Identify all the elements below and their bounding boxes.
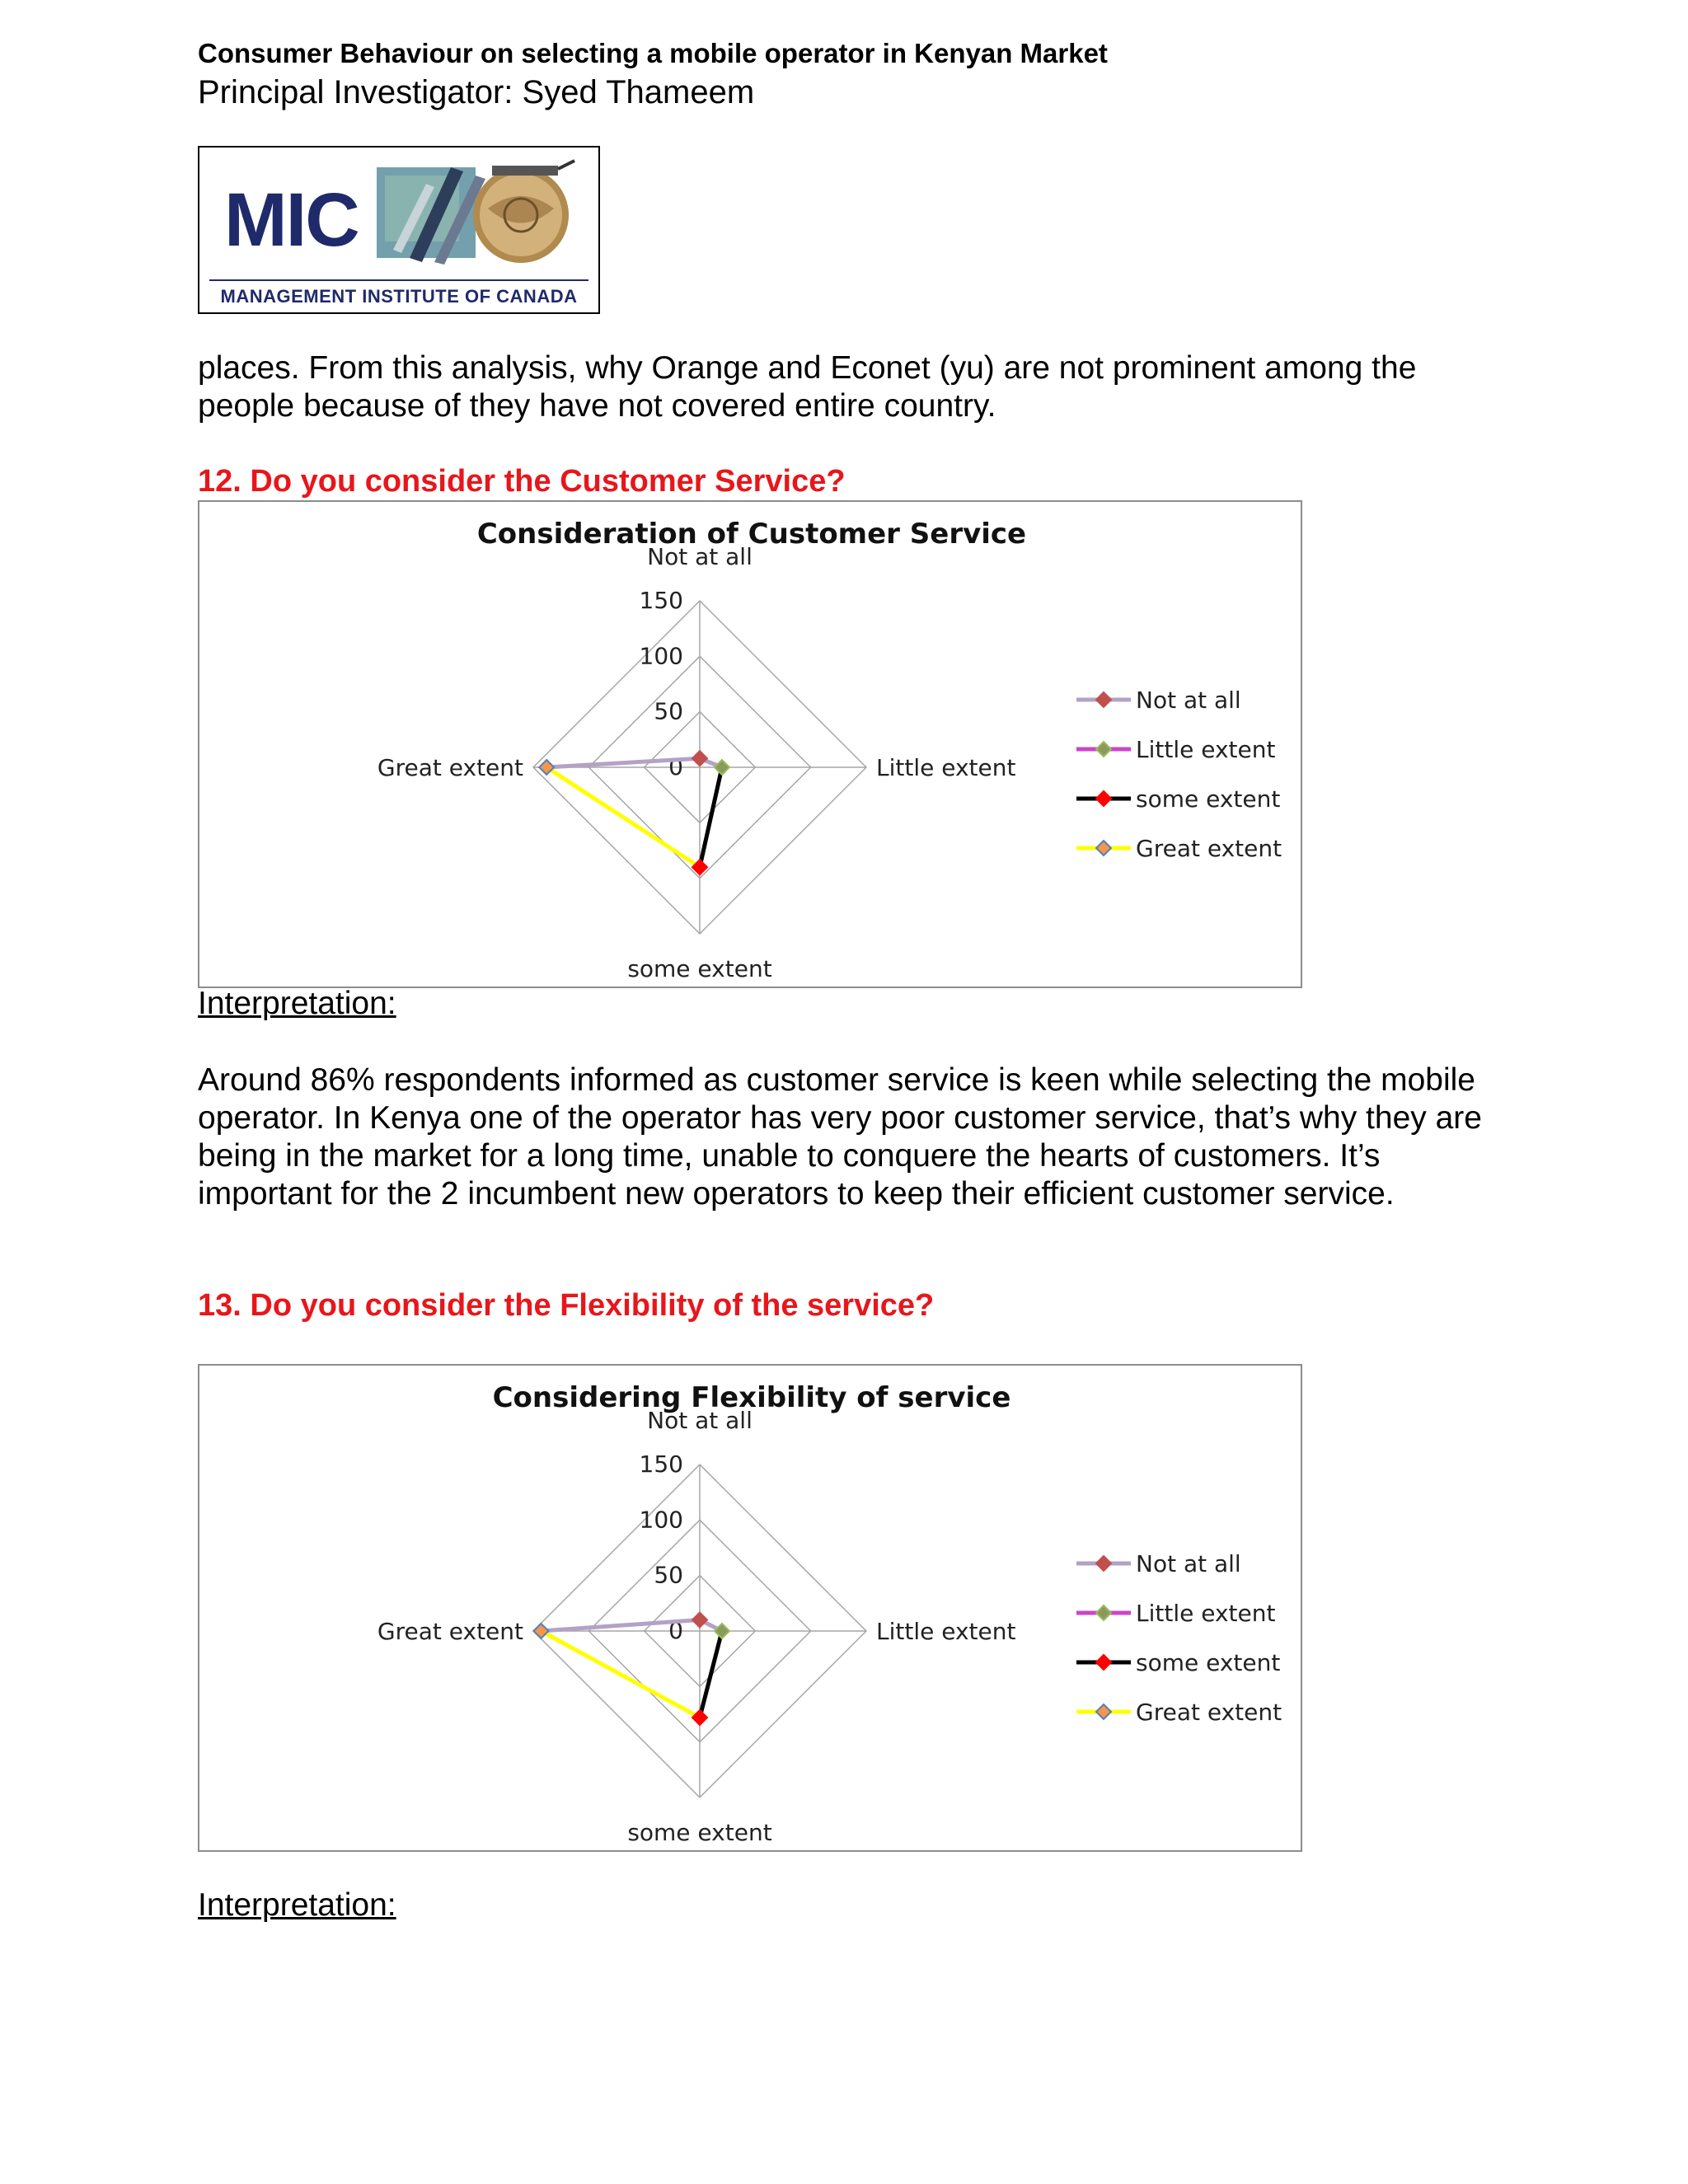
tick-label: 100: [639, 642, 683, 670]
chart-canvas: [199, 1366, 1304, 1854]
interpretation-1-label: Interpretation:: [198, 986, 396, 1021]
document-title: Consumer Behaviour on selecting a mobile operator in Kenyan Market: [198, 38, 1108, 68]
mic-logo: [198, 146, 600, 314]
tick-label: 0: [668, 753, 683, 780]
legend-label: Not at all: [1136, 1550, 1241, 1577]
principal-investigator: Principal Investigator: Syed Thameem: [198, 74, 755, 110]
tick-label: 150: [639, 587, 683, 614]
data-point: [715, 1624, 729, 1638]
data-point: [692, 1710, 707, 1725]
legend-label: Great extent: [1136, 1699, 1282, 1726]
legend-label: Great extent: [1136, 835, 1282, 862]
intro-paragraph: places. From this analysis, why Orange and Econet (yu) are not prominent among the people because of they have not covered entire country.: [198, 350, 1417, 424]
legend-label: Little extent: [1136, 736, 1276, 763]
legend-label: Not at all: [1136, 687, 1241, 714]
data-point: [533, 1624, 548, 1638]
flexibility-radar-chart: [198, 1364, 1302, 1852]
tick-label: 150: [639, 1451, 683, 1478]
legend-marker: [1096, 1605, 1111, 1620]
series-line: [700, 767, 722, 867]
tick-label: 50: [654, 697, 683, 725]
legend-marker: [1096, 742, 1111, 757]
axis-label: Great extent: [377, 754, 523, 781]
axis-label: Great extent: [377, 1618, 523, 1645]
chart-canvas: [199, 502, 1304, 990]
customer-service-radar-chart: [198, 500, 1302, 988]
data-point: [715, 760, 729, 775]
tick-label: 100: [639, 1506, 683, 1534]
question-13-heading: 13. Do you consider the Flexibility of the service?: [198, 1288, 935, 1323]
legend-marker: [1096, 692, 1111, 707]
axis-label: Not at all: [647, 1407, 753, 1434]
axis-label: Little extent: [876, 1618, 1016, 1645]
legend-marker: [1096, 791, 1111, 806]
legend-marker: [1096, 1556, 1111, 1571]
chart-title: Considering Flexibility of service: [492, 1381, 1011, 1414]
logo-divider: [209, 279, 588, 281]
tick-label: 0: [668, 1617, 683, 1644]
legend-marker: [1096, 1655, 1111, 1670]
interpretation-1-text: Around 86% respondents informed as customer service is keen while selecting the mobile operator. In Kenya one of the operator has very poor customer service, that’s why they are being in the market for a long time, unable to conquere the hearts of customers. It’s important for the 2 incumbent new operators to keep their efficient customer service.: [198, 1062, 1482, 1212]
data-point: [692, 1613, 707, 1628]
legend-marker: [1096, 1704, 1111, 1719]
axis-label: Little extent: [876, 754, 1016, 781]
question-12-heading: 12. Do you consider the Customer Service?: [198, 464, 846, 499]
data-point: [692, 751, 707, 766]
legend-marker: [1096, 841, 1111, 855]
series-line: [700, 1631, 722, 1718]
series-line: [546, 767, 700, 867]
tick-label: 50: [654, 1561, 683, 1589]
legend-label: some extent: [1136, 1649, 1281, 1676]
logo-acronym: MIC: [224, 178, 359, 262]
logo-institute-name: MANAGEMENT INSTITUTE OF CANADA: [220, 286, 578, 307]
interpretation-2-label: Interpretation:: [198, 1887, 396, 1923]
logo-globe-icon: [377, 159, 591, 274]
legend-label: some extent: [1136, 785, 1281, 813]
axis-label: some extent: [627, 955, 772, 982]
axis-label: Not at all: [647, 543, 753, 570]
legend-label: Little extent: [1136, 1600, 1276, 1627]
axis-label: some extent: [627, 1819, 772, 1846]
chart-title: Consideration of Customer Service: [476, 518, 1027, 551]
